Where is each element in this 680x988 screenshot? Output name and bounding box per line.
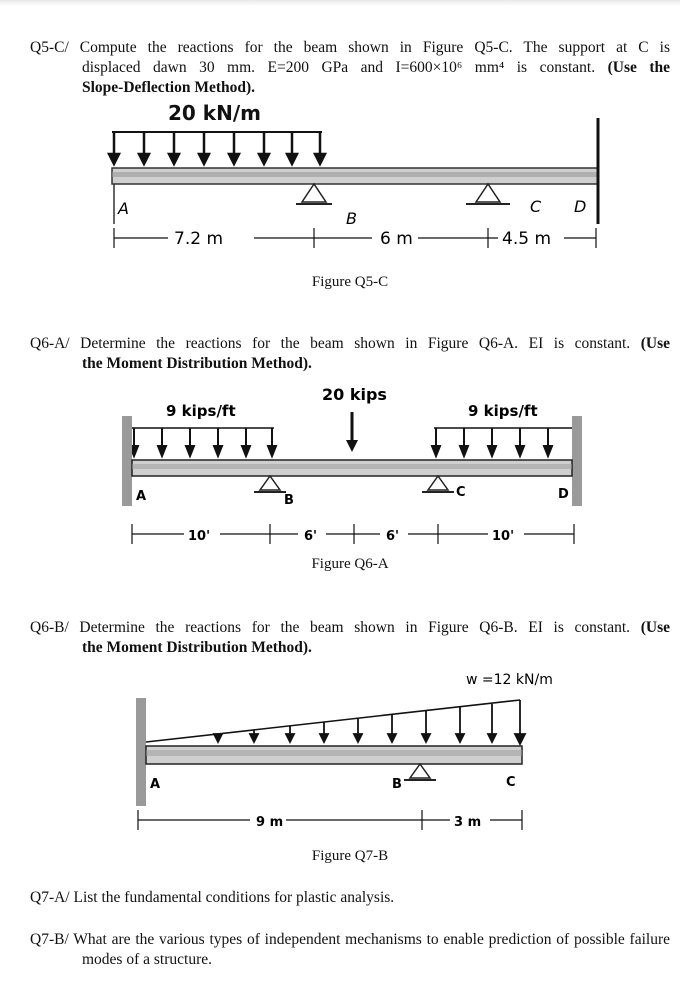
q6b-line1 — [30, 618, 670, 638]
q5c-line2 — [30, 58, 670, 78]
q5c-support-b — [296, 184, 332, 204]
q5c-label-d: D — [574, 197, 587, 216]
q6a-dim-3: 6' — [386, 529, 400, 544]
q5c-method-b: Slope-Deflection Method). — [82, 79, 256, 96]
q6a-load-right-label: 9 kips/ft — [468, 402, 538, 420]
q6b-method-a: (Use — [640, 619, 671, 636]
q6a-right-load-arrows — [432, 428, 552, 456]
q6a-wall-d — [572, 416, 582, 506]
q5c-label-a: A — [118, 199, 129, 218]
q6b-label-c: C — [506, 775, 516, 790]
q6b-support-b — [404, 764, 436, 780]
q6a-caption: Figure Q6-A — [311, 556, 389, 572]
q6a-left-load-arrows — [130, 428, 276, 456]
q5c-dim-1: 7.2 m — [174, 229, 223, 249]
q6b-wall-a — [136, 698, 146, 806]
q6b-line2 — [30, 638, 670, 658]
figure-q5c — [100, 96, 620, 276]
q5c-caption: Figure Q5-C — [311, 274, 389, 290]
q6a-load-point-label: 20 kips — [322, 385, 387, 404]
q5c-label-c: C — [530, 197, 542, 216]
q6b-load-label: w =12 kN/m — [466, 672, 553, 688]
q6b-dim-2: 3 m — [454, 815, 482, 830]
q6b-text: Determine the reactions for the beam shown in Figure Q6-B. EI is constant. — [79, 619, 631, 636]
q6b-dim-1: 9 m — [256, 815, 284, 830]
question-q6a — [30, 334, 670, 374]
q5c-dim-3: 4.5 m — [502, 229, 551, 249]
q5c-support-c — [466, 184, 510, 204]
q6b-caption: Figure Q7-B — [311, 848, 389, 864]
q6a-dim-4: 10' — [492, 529, 515, 544]
q6b-label-b: B — [392, 777, 402, 792]
q6b-method-b: the Moment Distribution Method). — [82, 639, 312, 656]
q6a-label-b: B — [284, 493, 294, 508]
q5c-text-2: displaced dawn 30 mm. E=200 GPa and I=600×10⁶ mm⁴ is constant. — [82, 59, 596, 76]
q5c-distributed-load-arrows — [109, 132, 325, 164]
q5c-label: Q5-C/ — [30, 39, 69, 56]
q5c-text-1: Compute the reactions for the beam shown in Figure Q5-C. The support at C is — [79, 39, 670, 56]
q6a-line2 — [30, 354, 670, 374]
figure-q6a — [118, 380, 588, 550]
q6a-label: Q6-A/ — [30, 335, 70, 352]
top-border — [0, 0, 680, 6]
figure-q6b — [128, 664, 598, 838]
q6a-label-c: C — [456, 485, 466, 500]
question-q7b — [30, 930, 670, 970]
q6b-label-a: A — [150, 777, 161, 792]
q6a-method-a: (Use — [640, 335, 671, 352]
q6a-dim-2: 6' — [304, 529, 318, 544]
q5c-line1 — [30, 38, 670, 58]
q7a-label: Q7-A/ — [30, 889, 70, 906]
q7b-paragraph — [30, 930, 670, 970]
q6a-line1 — [30, 334, 670, 354]
q6a-dim-1: 10' — [188, 529, 211, 544]
q7b-text: What are the various types of independent mechanisms to enable prediction of possible failure modes of a structure. — [73, 931, 670, 968]
q6a-label-d: D — [558, 487, 569, 502]
q7a-text: List the fundamental conditions for plastic analysis. — [73, 889, 395, 906]
q6a-label-a: A — [136, 489, 147, 504]
q5c-method-a: (Use the — [607, 59, 671, 76]
q6a-load-left-label: 9 kips/ft — [166, 402, 236, 420]
q5c-line3 — [30, 78, 670, 98]
question-q7a — [30, 888, 670, 908]
q5c-label-b: B — [346, 209, 357, 228]
q5c-load-label: 20 kN/m — [168, 101, 261, 125]
q6a-wall-a — [122, 416, 132, 506]
q6a-support-c — [422, 476, 454, 492]
q5c-dim-2: 6 m — [380, 229, 413, 249]
q6a-text: Determine the reactions for the beam shown in Figure Q6-A. EI is constant. — [80, 335, 631, 352]
question-q5c — [30, 38, 670, 98]
q6a-support-b — [254, 476, 286, 492]
q6b-triangular-load-arrows — [214, 700, 525, 744]
question-q6b — [30, 618, 670, 658]
q6a-method-b: the Moment Distribution Method). — [82, 355, 312, 372]
q7b-label: Q7-B/ — [30, 931, 69, 948]
q6b-label: Q6-B/ — [30, 619, 69, 636]
